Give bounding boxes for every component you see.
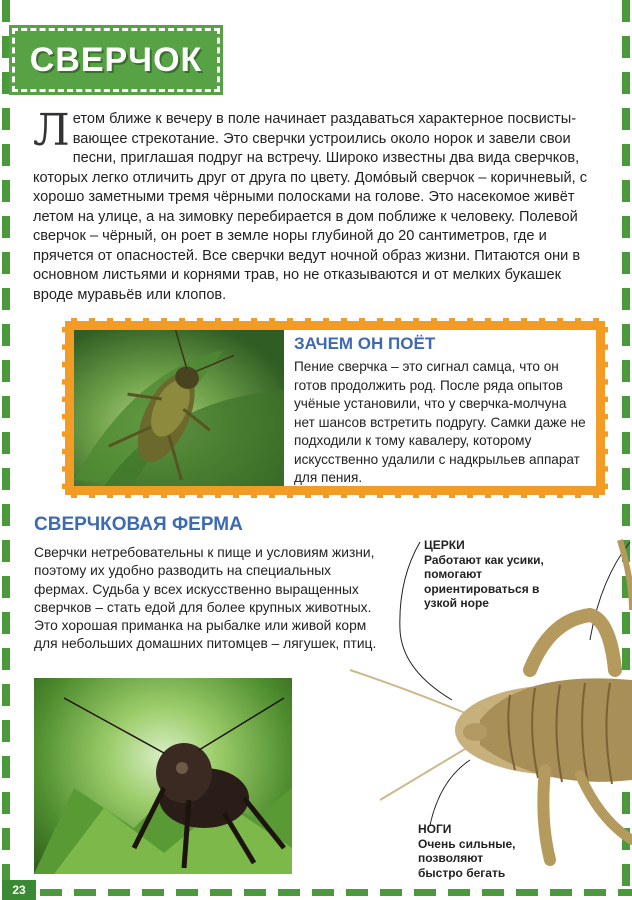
cerci-label [424,538,564,611]
intro-paragraph [33,105,593,305]
black-cricket-photo [34,678,292,874]
title-badge [12,28,220,92]
cerci-label-text: Работают как усики, помогают ориентироваться в узкой норе [424,552,544,610]
black-cricket-illustration [34,678,292,874]
left-dashed-border [2,0,10,900]
legs-label-text: Очень сильные, позволяют быстро бегать [418,836,516,880]
why-sing-inner [74,330,596,486]
page-number: 23 [2,880,36,900]
farm-heading: СВЕРЧКОВАЯ ФЕРМА [34,514,243,535]
cricket-pair-photo [74,330,284,486]
legs-label-title: НОГИ [418,822,452,836]
cricket-diagram [340,520,632,880]
why-sing-body: Пение сверчка – это сигнал самца, что он готов продолжить род. После ряда опытов учёные установили, что у сверчка-молчуна нет шансов встретить подругу. Самки даже не подходили к тому кавалеру, которому искусственно удалили с надкрыльев аппарат для пения. [294,359,586,485]
why-sing-box [62,318,608,498]
cricket-pair-illustration [74,330,284,486]
why-sing-heading: ЗАЧЕМ ОН ПОЁТ [294,334,436,353]
page-title: СВЕРЧОК [29,40,203,79]
why-sing-text-block [284,330,596,486]
legs-label [418,822,528,880]
cerci-label-title: ЦЕРКИ [424,538,465,552]
drop-cap: Л [33,105,70,156]
bottom-dashed-border [40,889,632,896]
farm-body: Сверчки нетребовательны к пище и условиям жизни, поэтому их удобно разводить на специальных фермах. Судьба у всех искусственно выращенных сверчков – стать едой для более крупных животных. Это хорошая приманка на рыбалке или живой корм для небольших домашних питомцев – лягушек, птиц. [34,545,377,652]
intro-text: етом ближе к вечеру в поле начинает раздаваться характерное посвистывающее стрекотание. Это сверчки устроились около норок и завели свои песни, приглашая подруг на встречу. Широко известны два вида сверчков, которых легко отличить друг от друга по цвету. Домóвый сверчок – коричневый, с хорошо заметными тремя чёрными полосками на голове. Это насекомое живёт летом на улице, а на зимовку перебирается в дом поближе к человеку. Полевой сверчок – чёрный, он роет в земле норы глубиной до 20 сантиметров, где и прячется от опасностей. Все сверчки ведут ночной образ жизни. Питаются они в основном листьями и корнями трав, но не отказываются и от мелких букашек вроде муравьёв или клопов. [33,111,587,303]
